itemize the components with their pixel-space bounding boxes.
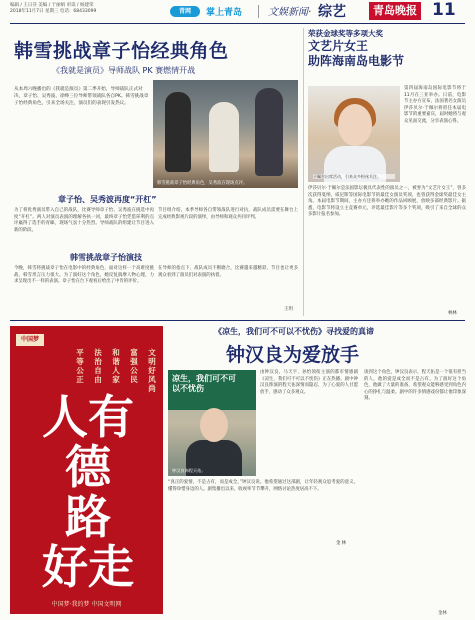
article2-headline: 文艺片女王 助阵海南岛电影节 <box>308 39 405 68</box>
article3-photo <box>168 370 256 476</box>
article3-wide-text: “真正的爱情，不是占有，而是成全。”钟汉良说。他希望通过这部剧，让年轻观众思考爱的意义，懂得珍惜身边的人。剧集播出以来，收视率节节攀升，网络讨论热度居高不下。 <box>168 480 358 492</box>
article2-kicker: 荣获金球奖等多项大奖 <box>308 29 383 38</box>
article2-top-text: 第四届海南岛国际电影节将于11月在三亚举办。日前，电影节主办方宣布，法国著名女演员伊莎贝尔·于佩尔将担任本届电影节的重要嘉宾，届时她将与观众见面交流，分享表演心得。 <box>404 86 466 124</box>
banner-slogan-line1 <box>18 392 158 442</box>
article3-headline: 钟汉良为爱放手 <box>226 344 360 366</box>
banner-char: 人 <box>42 390 88 444</box>
article1-photo-caption: 韩雪挑战章子怡经典角色，吴秀波在现场点评。 <box>157 181 248 186</box>
article1-section1-text-b: 节目组介绍，本季导师各自带领战队进行对抗，战队成员需要在舞台上完成经典影视片段的演绎，由导师和观众共同评判。 <box>158 208 298 220</box>
article1-headline: 韩雪挑战章子怡经典角色 <box>14 40 229 62</box>
article3-author: 金 林 <box>336 541 347 546</box>
page-editor: 金林 <box>438 611 447 616</box>
article1-section1-title: 章子怡、吴秀波再度“开杠” <box>58 195 157 204</box>
article1-section1-text: 为了将优秀演员带入自己的战队，比赛导师章子怡、吴秀波在挑选中再度“开杠”。两人对演员表演的理解各执一词，最终章子怡凭借犀利的点评赢得了选手的青睐，现场气氛十分热烈。导师战队的组建让节目进入新的阶段。 <box>14 208 154 233</box>
photo-face <box>200 408 228 442</box>
photo-figure <box>209 102 239 172</box>
banner-slogan-line4 <box>18 542 158 592</box>
section-label: 文娱新闻· <box>268 7 312 18</box>
article1-section2-text-b: 在导师的指点下，战队成员不断磨合，比赛越来越精彩，节目也让更多观众看到了演员们对表演的执着。 <box>158 266 298 278</box>
article1-section2-title: 韩雪挑战章子怡演技 <box>70 253 142 262</box>
banner-char: 路 <box>65 490 111 544</box>
banner-slogan-line3 <box>18 492 158 542</box>
header-meta-line-2: 2018年11月7日 星期三 电话：68433099 <box>10 9 97 14</box>
banner-char: 走 <box>88 540 134 594</box>
section-title: 综艺 <box>318 4 346 20</box>
photo-face <box>338 104 372 146</box>
header-meta-line-1: 编辑 / 王日芬 美编 / 于丽娟 审读 / 杨建荣 <box>10 3 94 8</box>
app-logo-text: 掌上青岛 <box>206 8 243 18</box>
banner-poem-line: 和谐人家 <box>112 348 120 384</box>
qingwang-logo: 青网 <box>170 6 200 17</box>
article1-section2-text: 今晚，韩雪将挑战章子怡在电影中的经典角色，面对这样一个高难度挑战，韩雪坦言压力很大。为了演好这个角色，她反复揣摩人物心理，力求呈现出不一样的表演。章子怡在台下观看后给出了中肯的评价。 <box>14 266 154 285</box>
header-divider <box>258 5 259 18</box>
banner-char: 有 <box>88 390 134 444</box>
article3-col1-text: 由钟汉良、马天宇、孙怡领衔主演的都市情感剧《凉生，我们可不可以不忧伤》正在热播。剧中钟汉良饰演的程天佑深情而隐忍，为了心爱的人甘愿放手，感动了众多观众。 <box>260 370 358 395</box>
article2-author: 林林 <box>448 311 457 316</box>
article2-photo-caption: 于佩尔出席活动，引来众多粉丝关注。 <box>313 174 395 179</box>
banner-poem-line: 文明好风尚 <box>148 348 156 393</box>
header-meta <box>10 3 96 15</box>
banner-char: 德 <box>65 440 111 494</box>
banner-poem-line: 法治自由 <box>94 348 102 384</box>
article3-kicker: 《凉生，我们可不可以不忧伤》寻找爱的真谛 <box>214 327 374 336</box>
banner-tag: 中国梦 <box>16 334 44 346</box>
banner-footer: 中国梦·我的梦 中国文明网 <box>51 601 122 608</box>
banner-poem-line: 平等公正 <box>76 348 84 384</box>
banner-slogan-line2 <box>18 442 158 492</box>
article1-subhead: 《我就是演员》导师战队 PK 赛燃情开战 <box>52 66 196 75</box>
column-divider <box>303 28 304 316</box>
public-service-banner <box>10 326 163 614</box>
article1-author: 王玥 <box>284 307 293 312</box>
article2-body-text: 伊莎贝尔·于佩尔是法国影坛极具代表性的演员之一，被誉为“文艺片女王”，曾多次获得戛纳、威尼斯等国际电影节的最佳女演员奖项，也曾获得金球奖最佳女主角。本届电影节期间，主办方还将举办她的作品回顾展，放映多部经典影片。据悉，电影节将设立主竞赛单元，评选最佳影片等多个奖项，吸引了来自全球的众多影片报名参加。 <box>308 186 466 218</box>
article1-lead: 从本周六晚播出的《我就是演员》第二季开始，导师战队正式对决，章子怡、吴秀波、徐峥三位导师带领战队各自PK。韩雪挑战章子怡经典角色，引来全场关注，演员们的表现引发热议。 <box>14 87 149 106</box>
article3-photo-caption: 钟汉良饰程天佑。 <box>172 468 206 473</box>
mid-page-rule <box>10 320 465 321</box>
banner-char: 好 <box>42 540 88 594</box>
banner-poem-line: 富强公民 <box>130 348 138 384</box>
photo-figure <box>255 88 283 176</box>
header-rule <box>10 23 465 24</box>
article3-col2-text: 谈到这个角色，钟汉良表示，程天佑是一个很有担当的人，他的爱是成全而不是占有。为了演好这个角色，他做了大量的准备，希望观众能够感受到角色内心的挣扎与温柔。剧中的许多情感戏份都让他印象深刻。 <box>364 370 466 402</box>
article1-photo <box>153 80 298 188</box>
article3-poster-text: 凉生，我们可不可以不忧伤 <box>172 374 236 393</box>
page-number: 11 <box>432 0 456 20</box>
photo-figure <box>165 92 191 172</box>
article2-photo <box>308 86 400 182</box>
newspaper-brand: 青岛晚报 <box>369 2 421 20</box>
